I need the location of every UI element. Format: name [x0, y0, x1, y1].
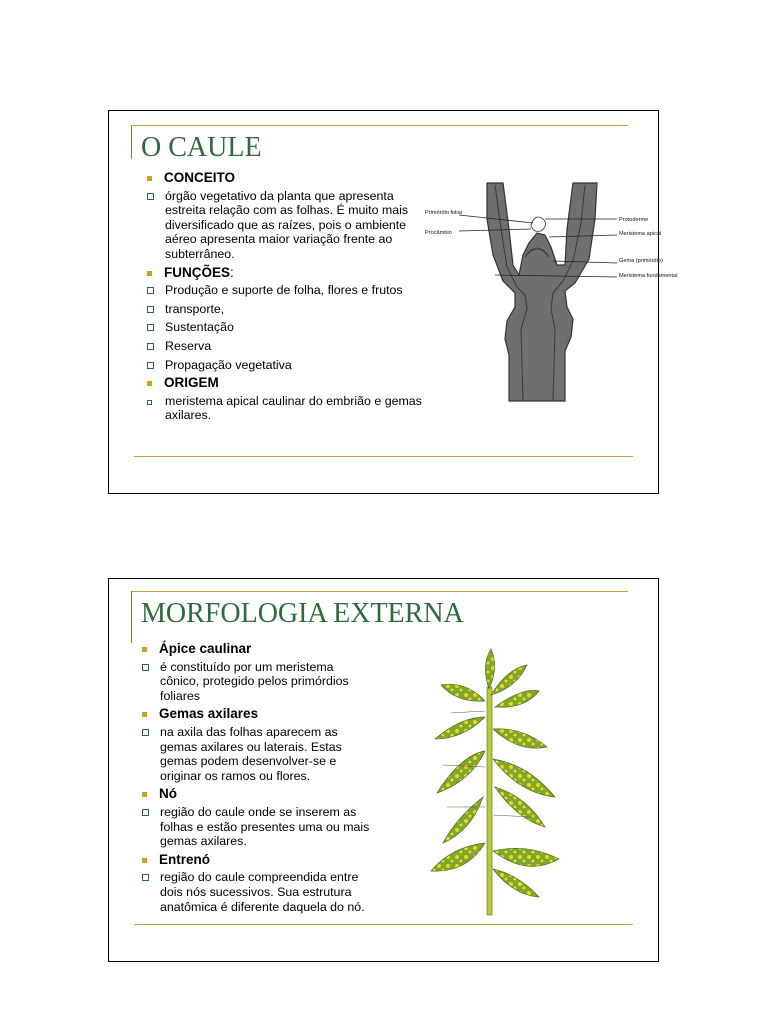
- title-accent-bar: [131, 125, 132, 159]
- footer-rule: [134, 924, 633, 925]
- shoot-apex-figure: [425, 179, 678, 404]
- title-accent-bar: [131, 591, 132, 643]
- croton-plant-illustration: [427, 647, 562, 915]
- hollow-square-bullet-icon: [147, 306, 154, 313]
- square-bullet-icon: [147, 381, 152, 386]
- bullet-heading: ORIGEM: [147, 376, 425, 391]
- figure-label: Protoderme: [619, 217, 649, 223]
- hollow-square-bullet-icon: [147, 362, 154, 369]
- bullet-item: Reserva: [147, 339, 425, 354]
- square-bullet-icon: [142, 712, 147, 717]
- slide-morfologia-externa: [108, 578, 659, 962]
- footer-rule: [134, 456, 633, 457]
- square-bullet-icon: [142, 792, 147, 797]
- bullet-item: transporte,: [147, 302, 425, 317]
- figure-label: Primórdio foliar: [425, 210, 463, 216]
- bullet-heading: Nó: [142, 787, 370, 802]
- bullet-item: é constituído por um meristema cônico, protegido pelos primórdios foliares: [142, 660, 370, 704]
- figure-label: Gema (primórdio): [619, 258, 663, 264]
- stem-shape: [487, 687, 492, 915]
- figure-label: Procâmbio: [425, 230, 452, 236]
- slide-title: MORFOLOGIA EXTERNA: [141, 598, 464, 629]
- title-rule: [131, 125, 628, 126]
- bullet-heading: Gemas axilares: [142, 707, 370, 722]
- hollow-square-bullet-icon: [147, 343, 154, 350]
- slide-title: O CAULE: [141, 132, 262, 163]
- bullet-item: órgão vegetativo da planta que apresenta estreita relação com as folhas. É muito mais diversificado que as raízes, pois o ambiente aéreo apresenta maior variação frente ao subterrâneo.: [147, 189, 425, 262]
- square-bullet-icon: [147, 176, 152, 181]
- bullet-heading: Entrenó: [142, 853, 370, 868]
- bullet-heading: CONCEITO: [147, 171, 425, 186]
- slide-body: [147, 168, 425, 427]
- hollow-square-bullet-icon: [142, 874, 149, 881]
- bullet-item: Produção e suporte de folha, flores e frutos: [147, 283, 425, 298]
- bullet-item: Propagação vegetativa: [147, 358, 425, 373]
- bullet-item: região do caule compreendida entre dois nós sucessivos. Sua estrutura anatômica é diferente daquela do nó.: [142, 870, 370, 914]
- title-rule: [131, 591, 628, 592]
- slide-body: [142, 639, 370, 918]
- bullet-item: região do caule onde se inserem as folhas e estão presentes uma ou mais gemas axilares.: [142, 805, 370, 849]
- bullet-item: na axila das folhas aparecem as gemas axilares ou laterais. Estas gemas podem desenvolver-se e originar os ramos ou flores.: [142, 725, 370, 783]
- square-bullet-icon: [142, 858, 147, 863]
- bullet-item: meristema apical caulinar do embrião e gemas axilares.: [147, 394, 425, 423]
- figure-label: Meristema fundamental: [619, 273, 678, 279]
- hollow-square-bullet-icon: [147, 324, 154, 331]
- square-bullet-icon: [142, 647, 147, 652]
- bullet-item: Sustentação: [147, 320, 425, 335]
- slide-o-caule: [108, 110, 678, 494]
- hollow-square-bullet-icon: [142, 729, 149, 736]
- hollow-square-bullet-icon: [147, 400, 152, 405]
- hollow-square-bullet-icon: [142, 664, 149, 671]
- hollow-square-bullet-icon: [142, 809, 149, 816]
- figure-label: Meristema apical: [619, 231, 662, 237]
- hollow-square-bullet-icon: [147, 193, 154, 200]
- square-bullet-icon: [147, 271, 152, 276]
- hollow-square-bullet-icon: [147, 287, 154, 294]
- bullet-heading: Ápice caulinar: [142, 642, 370, 657]
- bullet-heading: FUNÇÕES:: [147, 266, 425, 281]
